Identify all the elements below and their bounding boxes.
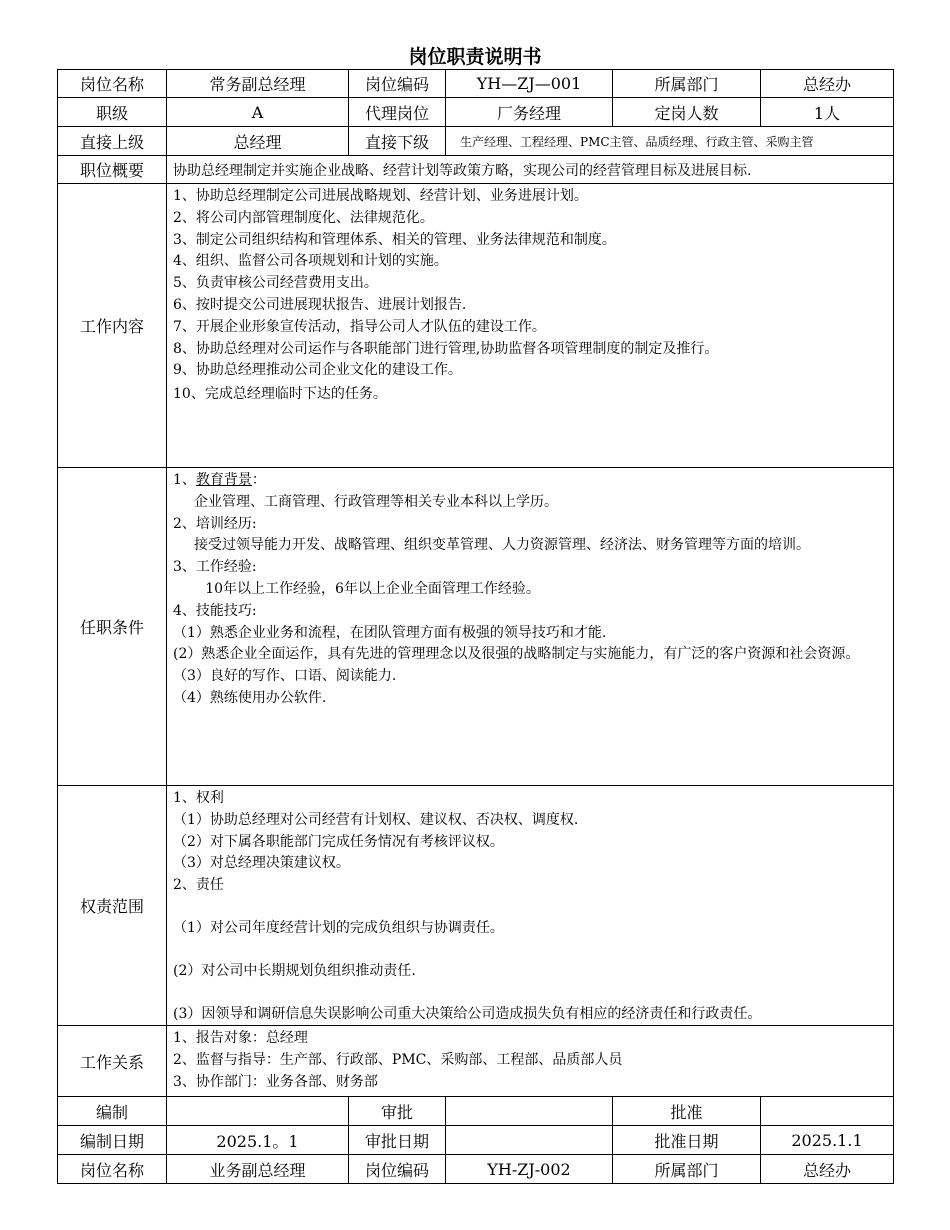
- overview-row: [58, 156, 894, 184]
- experience-heading: 3、工作经验:: [173, 559, 257, 576]
- work-item: 3、制定公司组织结构和管理体系、相关的管理、业务法律规范和制度。: [173, 231, 616, 248]
- label-direct-superior: 直接上级: [58, 127, 167, 156]
- job-description-table: [57, 69, 894, 1184]
- education-text: 企业管理、工商管理、行政管理等相关专业本科以上学历。: [194, 493, 558, 510]
- work-item: 9、协助总经理推动公司企业文化的建设工作。: [173, 362, 462, 379]
- label-position-code-2: 岗位编码: [349, 1155, 446, 1184]
- label-prepared-by: 编制: [58, 1097, 167, 1126]
- value-prepared-by: [167, 1097, 349, 1126]
- qualification-list: [167, 468, 894, 786]
- label-reviewed-by: 审批: [349, 1097, 446, 1126]
- work-content-list: [167, 184, 894, 468]
- label-deputy-post: 代理岗位: [349, 98, 446, 127]
- duty-heading: 2、责任: [173, 877, 224, 894]
- value-approval-date: 2025.1.1: [761, 1126, 894, 1155]
- work-item: 4、组织、监督公司各项规划和计划的实施。: [173, 253, 448, 270]
- work-item: 5、负责审核公司经营费用支出。: [173, 275, 378, 292]
- label-approved-by: 批准: [613, 1097, 761, 1126]
- work-item: 8、协助总经理对公司运作与各职能部门进行管理,协助监督各项管理制度的制定及推行。: [173, 340, 719, 357]
- authority-row: [58, 786, 894, 1026]
- label-prepared-date: 编制日期: [58, 1126, 167, 1155]
- header-row-3: [58, 127, 894, 156]
- header-row-2: [58, 98, 894, 127]
- work-item: 6、按时提交公司进展现状报告、进展计划报告.: [173, 296, 467, 313]
- training-heading: 2、培训经历:: [173, 515, 257, 532]
- relations-row: [58, 1026, 894, 1097]
- value-position-name: 常务副总经理: [167, 70, 349, 98]
- skill-item: （3）良好的写作、口语、阅读能力.: [173, 668, 397, 685]
- relation-item: 2、监督与指导：生产部、行政部、PMC、采购部、工程部、品质部人员: [173, 1052, 623, 1069]
- footer-row-3: [58, 1155, 894, 1184]
- work-item: 10、完成总经理临时下达的任务。: [173, 386, 387, 403]
- label-approval-date: 批准日期: [613, 1126, 761, 1155]
- value-prepared-date: 2025.1。1: [167, 1126, 349, 1155]
- label-department-2: 所属部门: [613, 1155, 761, 1184]
- right-item: （3）对总经理决策建议权。: [173, 855, 350, 872]
- work-item: 2、将公司内部管理制度化、法律规范化。: [173, 209, 434, 226]
- duty-item: (2）对公司中长期规划负组织推动责任.: [173, 962, 416, 979]
- label-grade: 职级: [58, 98, 167, 127]
- work-item: 7、开展企业形象宣传活动，指导公司人才队伍的建设工作。: [173, 318, 546, 335]
- label-work-content: 工作内容: [58, 184, 167, 468]
- label-authority: 权责范围: [58, 786, 167, 1026]
- label-direct-subordinates: 直接下级: [349, 127, 446, 156]
- work-item: 1、协助总经理制定公司进展战略规划、经营计划、业务进展计划。: [173, 188, 588, 204]
- education-heading: 1、教育背景：: [173, 472, 266, 488]
- label-headcount: 定岗人数: [613, 98, 761, 127]
- value-deputy-post: 厂务经理: [446, 98, 613, 127]
- value-department: 总经办: [761, 70, 894, 98]
- qualification-row: [58, 468, 894, 786]
- label-overview: 职位概要: [58, 156, 167, 184]
- label-review-date: 审批日期: [349, 1126, 446, 1155]
- skill-item: （4）熟练使用办公软件.: [173, 689, 327, 706]
- relation-item: 1、报告对象：总经理: [173, 1030, 308, 1047]
- header-row-1: [58, 70, 894, 98]
- document-title: 岗位职责说明书: [408, 46, 542, 68]
- label-position-name-2: 岗位名称: [58, 1155, 167, 1184]
- skill-item: (2）熟悉企业全面运作，具有先进的管理理念以及很强的战略制定与实施能力，有广泛的客户资源和社会资源。: [173, 646, 860, 663]
- label-relations: 工作关系: [58, 1026, 167, 1097]
- skills-heading: 4、技能技巧:: [173, 602, 257, 619]
- value-headcount: 1人: [761, 98, 894, 127]
- duty-item: （1）对公司年度经营计划的完成负组织与协调责任。: [173, 919, 504, 936]
- footer-row-2: [58, 1126, 894, 1155]
- label-department: 所属部门: [613, 70, 761, 98]
- value-direct-superior: 总经理: [167, 127, 349, 156]
- authority-list: [167, 786, 894, 1026]
- value-grade: A: [167, 98, 349, 127]
- label-qualification: 任职条件: [58, 468, 167, 786]
- relations-list: [167, 1026, 894, 1097]
- label-position-code: 岗位编码: [349, 70, 446, 98]
- skill-item: （1）熟悉企业业务和流程，在团队管理方面有极强的领导技巧和才能.: [173, 624, 607, 641]
- footer-row-1: [58, 1097, 894, 1126]
- work-content-row: [58, 184, 894, 468]
- value-position-name-2: 业务副总经理: [167, 1155, 349, 1184]
- label-position-name: 岗位名称: [58, 70, 167, 98]
- experience-text: 10年以上工作经验，6年以上企业全面管理工作经验。: [205, 580, 540, 597]
- rights-heading: 1、权利: [173, 790, 224, 806]
- training-text: 接受过领导能力开发、战略管理、组织变革管理、人力资源管理、经济法、财务管理等方面的培训。: [194, 537, 810, 554]
- value-position-code-2: YH-ZJ-002: [446, 1155, 613, 1184]
- value-position-code: YH—ZJ—001: [446, 70, 613, 98]
- value-review-date: [446, 1126, 613, 1155]
- value-direct-subordinates: 生产经理、工程经理、PMC主管、品质经理、行政主管、采购主管: [446, 127, 894, 156]
- right-item: （2）对下属各职能部门完成任务情况有考核评议权。: [173, 833, 504, 850]
- right-item: （1）协助总经理对公司经营有计划权、建议权、否决权、调度权.: [173, 811, 579, 828]
- duty-item: (3）因领导和调研信息失误影响公司重大决策给公司造成损失负有相应的经济责任和行政责任。: [173, 1005, 762, 1022]
- value-department-2: 总经办: [761, 1155, 894, 1184]
- relation-item: 3、协作部门：业务各部、财务部: [173, 1073, 378, 1090]
- value-reviewed-by: [446, 1097, 613, 1126]
- value-approved-by: [761, 1097, 894, 1126]
- value-overview: 协助总经理制定并实施企业战略、经营计划等政策方略，实现公司的经营管理目标及进展目标.: [167, 156, 894, 184]
